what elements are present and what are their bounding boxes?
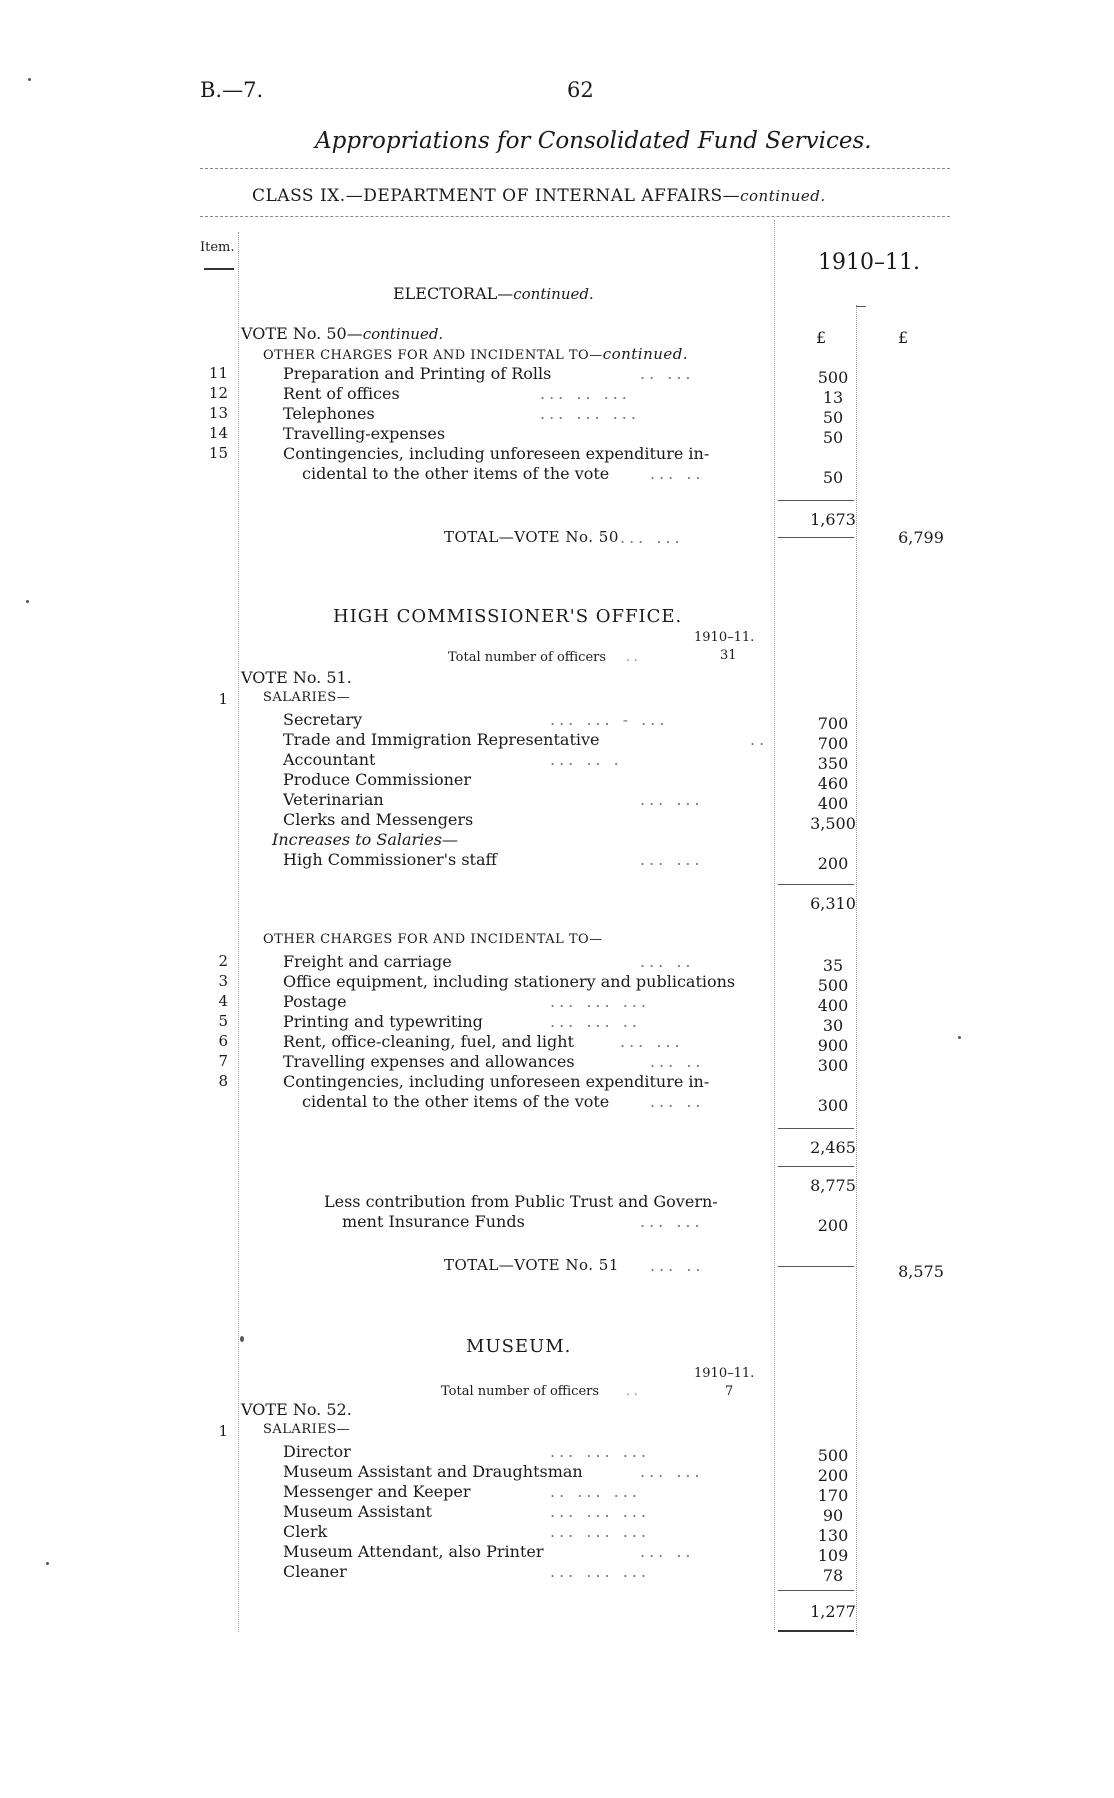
line-item-label: Contingencies, including unforeseen expenditure in- — [283, 444, 710, 463]
year-column-heading: 1910–11. — [818, 250, 920, 275]
line-item-label: Printing and typewriting — [283, 1012, 483, 1031]
line-item-amount: 30 — [822, 1016, 844, 1035]
line-item-amount: 35 — [822, 956, 844, 975]
leader-dots: ... ... - ... — [550, 710, 669, 729]
leader-dots: ... .. . — [550, 750, 623, 769]
class-heading-continued: continued. — [740, 187, 826, 205]
line-item-amount: 50 — [822, 428, 844, 447]
electoral-heading-text: ELECTORAL— — [393, 284, 514, 303]
leader-dots: ... .. — [650, 1052, 705, 1071]
subtotal-rule — [778, 1128, 854, 1129]
item-number: 5 — [218, 1012, 228, 1030]
line-item-amount: 500 — [817, 368, 849, 387]
salaries-subtotal: 6,310 — [810, 894, 856, 913]
page-number: 62 — [567, 78, 594, 102]
line-item-label: Contingencies, including unforeseen expenditure in- — [283, 1072, 710, 1091]
leader-dots: ... ... ... — [540, 404, 640, 423]
line-item-label-continued: cidental to the other items of the vote — [302, 464, 610, 483]
leader-dots: ... ... — [620, 528, 684, 547]
scan-speck — [26, 600, 29, 603]
line-item-label-continued: cidental to the other items of the vote — [302, 1092, 610, 1111]
museum-officers-year: 1910–11. — [694, 1366, 755, 1381]
subtotal-rule — [778, 1590, 854, 1591]
salary-label: Museum Assistant — [283, 1502, 432, 1521]
museum-officers-count: 7 — [725, 1384, 734, 1399]
vote-50-subhead-text: OTHER CHARGES FOR AND INCIDENTAL TO— — [263, 348, 603, 363]
gross-amount: 8,775 — [810, 1176, 856, 1195]
scan-speck — [46, 1562, 49, 1565]
salary-label: Museum Assistant and Draughtsman — [283, 1462, 583, 1481]
salary-label: Produce Commissioner — [283, 770, 472, 789]
line-item-label: Freight and carriage — [283, 952, 452, 971]
item-column-heading: Item. — [200, 240, 235, 255]
salary-label: Clerks and Messengers — [283, 810, 474, 829]
salary-label: Clerk — [283, 1522, 328, 1541]
scan-speck — [28, 78, 31, 81]
less-contribution-label: Less contribution from Public Trust and Govern- — [324, 1192, 718, 1211]
salary-label: Cleaner — [283, 1562, 347, 1581]
salary-amount: 200 — [817, 1466, 849, 1485]
item-number: 15 — [208, 444, 228, 462]
leader-dots: ... ... — [640, 850, 704, 869]
title-rule — [200, 168, 950, 169]
line-item-amount: 900 — [817, 1036, 849, 1055]
class-rule — [200, 216, 950, 217]
leader-dots: .. — [626, 650, 642, 664]
increase-label: High Commissioner's staff — [283, 850, 497, 869]
salary-label: Museum Attendant, also Printer — [283, 1542, 544, 1561]
museum-heading: MUSEUM. — [466, 1336, 572, 1357]
item-number: 8 — [218, 1072, 228, 1090]
pound-column-b: £ — [898, 328, 909, 347]
salary-amount: 350 — [817, 754, 849, 773]
leader-dots: ... .. — [640, 1542, 695, 1561]
item-column-rule — [238, 232, 239, 1632]
leader-dots: ... ... ... — [550, 992, 650, 1011]
leader-dots: ... ... .. — [550, 1012, 641, 1031]
final-rule — [778, 1630, 854, 1632]
subtotal-rule — [778, 884, 854, 885]
leader-dots: .. ... ... — [550, 1482, 641, 1501]
high-commissioner-heading: HIGH COMMISSIONER'S OFFICE. — [333, 606, 683, 627]
salary-label: Trade and Immigration Representative — [283, 730, 600, 749]
salary-amount: 460 — [817, 774, 849, 793]
item-number: 6 — [218, 1032, 228, 1050]
item-number: 1 — [218, 1422, 228, 1440]
museum-officers-label: Total number of officers — [441, 1384, 600, 1399]
line-item-amount: 300 — [817, 1096, 849, 1115]
vote-50-total-label: TOTAL—VOTE No. 50 — [444, 528, 619, 546]
salary-amount: 400 — [817, 794, 849, 813]
item-number: 13 — [208, 404, 228, 422]
less-contribution-amount: 200 — [817, 1216, 849, 1235]
line-item-amount: 50 — [822, 468, 844, 487]
line-item-label: Postage — [283, 992, 347, 1011]
leader-dots: ... ... — [640, 1462, 704, 1481]
leader-dots: ... ... ... — [550, 1562, 650, 1581]
line-item-amount: 300 — [817, 1056, 849, 1075]
other-charges-subhead: OTHER CHARGES FOR AND INCIDENTAL TO— — [263, 932, 603, 947]
leader-dots: ... ... — [620, 1032, 684, 1051]
subtotal-rule — [778, 500, 854, 501]
page-title: Appropriations for Consolidated Fund Services. — [315, 128, 872, 154]
total-column-tick — [856, 306, 866, 307]
item-number: 3 — [218, 972, 228, 990]
museum-salaries-subhead: SALARIES— — [263, 1422, 351, 1437]
leader-dots: ... ... ... — [550, 1522, 650, 1541]
item-number: 11 — [208, 364, 228, 382]
leader-dots: ... .. — [640, 952, 695, 971]
vote-52-heading: VOTE No. 52. — [241, 1400, 352, 1419]
class-heading-text: CLASS IX.—DEPARTMENT OF INTERNAL AFFAIRS— — [252, 186, 741, 206]
salary-label: Secretary — [283, 710, 363, 729]
scan-speck — [958, 1036, 961, 1039]
vote-50-subhead — [263, 345, 688, 363]
salary-amount: 109 — [817, 1546, 849, 1565]
item-number: 14 — [208, 424, 228, 442]
leader-dots: ... .. — [650, 1256, 705, 1275]
increases-subhead: Increases to Salaries— — [272, 830, 458, 849]
item-number: 4 — [218, 992, 228, 1010]
leader-dots: ... .. ... — [540, 384, 631, 403]
salary-amount: 90 — [822, 1506, 844, 1525]
museum-salaries-subtotal: 1,277 — [810, 1602, 856, 1621]
item-heading-rule — [204, 268, 234, 270]
subtotal-amount: 1,673 — [810, 510, 856, 529]
leader-dots: .. — [750, 730, 769, 749]
vote-51-total: 8,575 — [898, 1262, 944, 1281]
vote-50-heading — [241, 324, 443, 343]
line-item-amount: 13 — [822, 388, 844, 407]
salaries-subhead: SALARIES— — [263, 690, 351, 705]
line-item-label: Office equipment, including stationery and publications — [283, 972, 736, 991]
line-item-amount: 50 — [822, 408, 844, 427]
leader-dots: .. ... — [640, 364, 695, 383]
leader-dots: .. — [626, 1384, 642, 1398]
electoral-heading — [393, 284, 594, 303]
leader-dots: ... ... — [640, 790, 704, 809]
salary-amount: 3,500 — [810, 814, 856, 833]
item-number: 7 — [218, 1052, 228, 1070]
salary-label: Messenger and Keeper — [283, 1482, 471, 1501]
vote-50-continued: continued. — [362, 325, 444, 343]
salary-amount: 170 — [817, 1486, 849, 1505]
leader-dots: ... .. — [650, 1092, 705, 1111]
document-reference: B.—7. — [200, 78, 264, 102]
line-item-label: Travelling-expenses — [283, 424, 446, 443]
salary-amount: 500 — [817, 1446, 849, 1465]
total-rule — [778, 1266, 854, 1267]
less-contribution-label-continued: ment Insurance Funds — [342, 1212, 525, 1231]
leader-dots: ... ... ... — [550, 1502, 650, 1521]
electoral-heading-continued: continued. — [513, 285, 594, 303]
item-number: 1 — [218, 690, 228, 708]
leader-dots: ... ... — [640, 1212, 704, 1231]
other-charges-subtotal: 2,465 — [810, 1138, 856, 1157]
class-heading — [252, 186, 826, 206]
line-item-amount: 500 — [817, 976, 849, 995]
line-item-label: Preparation and Printing of Rolls — [283, 364, 552, 383]
line-item-amount: 400 — [817, 996, 849, 1015]
increase-amount: 200 — [817, 854, 849, 873]
leader-dots: ... ... ... — [550, 1442, 650, 1461]
vote-50-subhead-continued: continued. — [602, 345, 689, 363]
vote-51-heading: VOTE No. 51. — [241, 668, 352, 687]
amount-column-rule — [774, 220, 775, 1630]
salary-amount: 78 — [822, 1566, 844, 1585]
salary-amount: 700 — [817, 734, 849, 753]
line-item-label: Rent, office-cleaning, fuel, and light — [283, 1032, 574, 1051]
item-number: 12 — [208, 384, 228, 402]
line-item-label: Telephones — [283, 404, 375, 423]
salary-amount: 700 — [817, 714, 849, 733]
salary-label: Director — [283, 1442, 351, 1461]
item-number: 2 — [218, 952, 228, 970]
total-rule — [778, 537, 854, 538]
scan-speck — [240, 1336, 244, 1342]
salary-label: Veterinarian — [283, 790, 384, 809]
line-item-label: Rent of offices — [283, 384, 400, 403]
officers-label: Total number of officers — [448, 650, 607, 665]
vote-50-total: 6,799 — [898, 528, 944, 547]
line-item-label: Travelling expenses and allowances — [283, 1052, 575, 1071]
officers-count: 31 — [720, 648, 737, 663]
officers-year: 1910–11. — [694, 630, 755, 645]
vote-51-total-label: TOTAL—VOTE No. 51 — [444, 1256, 619, 1274]
salary-amount: 130 — [817, 1526, 849, 1545]
leader-dots: ... .. — [650, 464, 705, 483]
salary-label: Accountant — [283, 750, 376, 769]
vote-50-text: VOTE No. 50— — [241, 324, 363, 343]
subtotal-rule — [778, 1166, 854, 1167]
pound-column-a: £ — [816, 328, 827, 347]
